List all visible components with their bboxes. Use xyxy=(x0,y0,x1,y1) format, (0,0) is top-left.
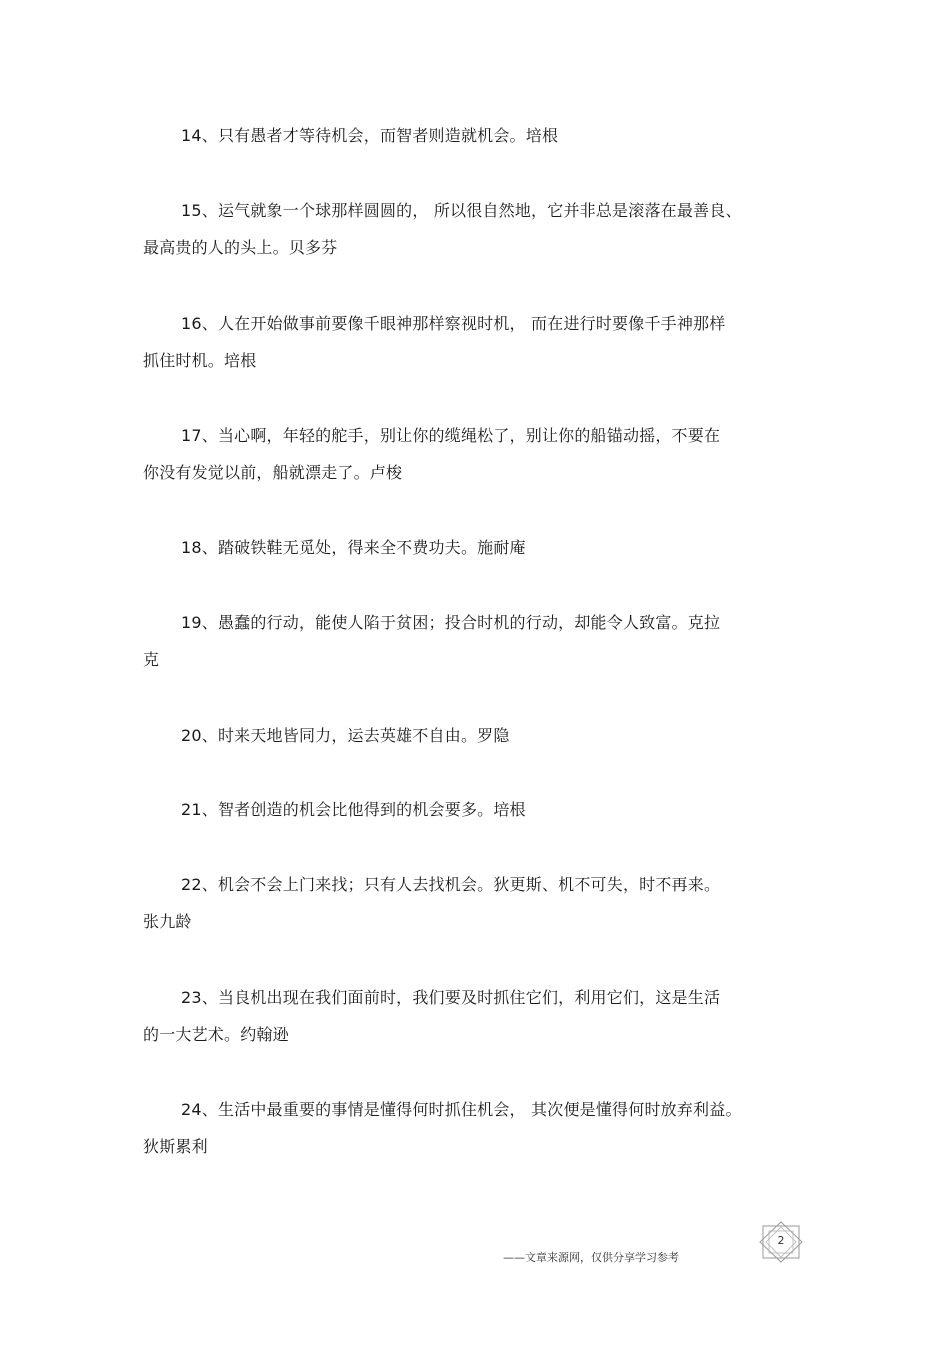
quote-text-continued: 抓住时机。培根 xyxy=(143,351,257,370)
quote-16 xyxy=(143,305,803,379)
quote-text-continued: 最高贵的人的头上。贝多芬 xyxy=(143,238,338,257)
quote-15 xyxy=(143,192,803,266)
quote-text: 18、踏破铁鞋无觅处，得来全不费功夫。施耐庵 xyxy=(181,538,526,557)
quote-text: 17、当心啊，年轻的舵手，别让你的缆绳松了，别让你的船锚动摇，不要在 xyxy=(181,426,721,445)
quote-17 xyxy=(143,417,803,491)
quote-text: 19、愚蠢的行动，能使人陷于贫困；投合时机的行动，却能令人致富。克拉 xyxy=(181,613,721,632)
quote-text: 14、只有愚者才等待机会，而智者则造就机会。培根 xyxy=(181,126,559,145)
quote-text: 23、当良机出现在我们面前时，我们要及时抓住它们，利用它们，这是生活 xyxy=(181,988,721,1007)
quote-21 xyxy=(143,791,803,828)
quote-14 xyxy=(143,117,803,154)
quote-text: 15、运气就象一个球那样圆圆的， 所以很自然地，它并非总是滚落在最善良、 xyxy=(181,201,742,220)
quote-text-continued: 克 xyxy=(143,650,160,669)
quote-23 xyxy=(143,979,803,1053)
quote-22 xyxy=(143,866,803,940)
quote-text: 24、生活中最重要的事情是懂得何时抓住机会， 其次便是懂得何时放弃利益。 xyxy=(181,1100,742,1119)
quote-text-continued: 张九龄 xyxy=(143,912,192,931)
quote-text: 20、时来天地皆同力，运去英雄不自由。罗隐 xyxy=(181,726,510,745)
quote-19 xyxy=(143,604,803,678)
quote-text: 16、人在开始做事前要像千眼神那样察视时机， 而在进行时要像千手神那样 xyxy=(181,314,726,333)
quote-24 xyxy=(143,1091,803,1165)
quote-text-continued: 你没有发觉以前，船就漂走了。卢梭 xyxy=(143,463,403,482)
page-number-badge xyxy=(757,1221,805,1263)
footer-note: ——文章来源网，仅供分享学习参考 xyxy=(503,1251,679,1264)
quote-text: 21、智者创造的机会比他得到的机会要多。培根 xyxy=(181,800,526,819)
page-number: 2 xyxy=(777,1234,785,1247)
quote-text: 22、机会不会上门来找；只有人去找机会。狄更斯、机不可失，时不再来。 xyxy=(181,875,721,894)
quote-text-continued: 的一大艺术。约翰逊 xyxy=(143,1025,289,1044)
quote-18 xyxy=(143,529,803,566)
quote-text-continued: 狄斯累利 xyxy=(143,1137,208,1156)
quote-20 xyxy=(143,717,803,754)
